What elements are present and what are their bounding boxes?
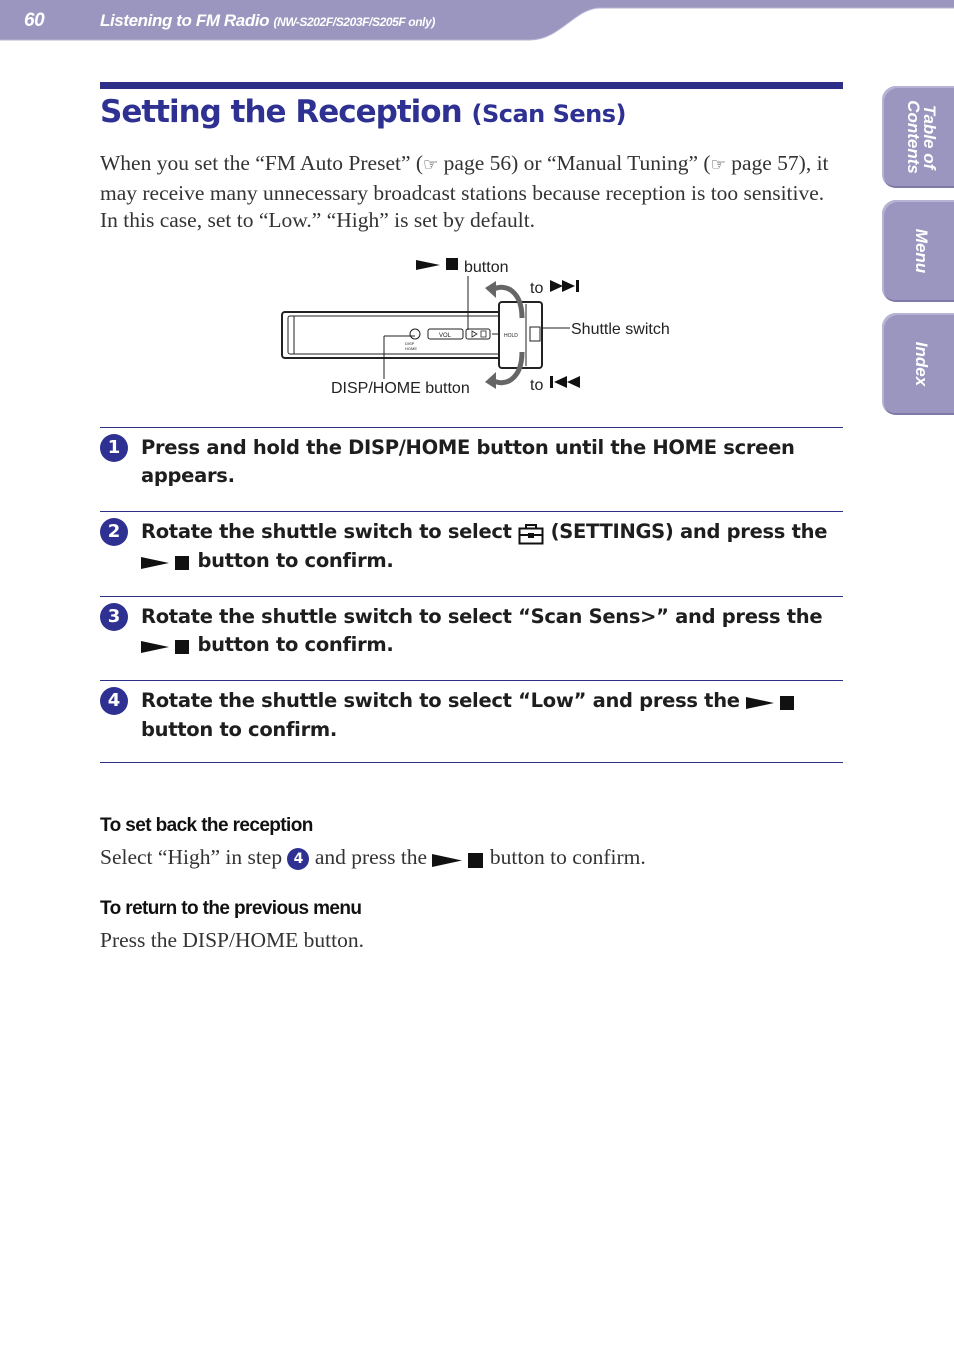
step-text-pre: Rotate the shuttle switch to select “Low” and press the	[141, 689, 740, 712]
section-subtitle: (NW-S202F/S203F/S205F only)	[273, 15, 435, 29]
play-stop-icon	[432, 846, 484, 871]
page-title	[100, 94, 626, 130]
play-stop-icon	[141, 632, 191, 660]
tab-menu[interactable]	[882, 200, 954, 302]
step-4	[100, 681, 845, 765]
set-back-heading: To set back the reception	[100, 815, 313, 836]
shuttle-switch-label: Shuttle switch	[571, 321, 670, 338]
step-divider	[100, 762, 843, 763]
settings-icon	[518, 519, 544, 547]
step-3	[100, 597, 845, 681]
intro-text-1: When you set the “FM Auto Preset” (	[100, 151, 424, 175]
step-1	[100, 428, 845, 512]
page-title-main: Setting the Reception	[100, 94, 462, 130]
step-text-post: button to confirm.	[141, 718, 338, 741]
step-text-post: button to confirm.	[197, 549, 394, 572]
step-2	[100, 512, 845, 596]
tab-index[interactable]	[882, 313, 954, 415]
step-text: Press and hold the DISP/HOME button until the HOME screen appears.	[141, 436, 795, 487]
device-hold-text: HOLD	[504, 333, 518, 339]
step-number: 3	[100, 603, 128, 631]
previous-track-icon	[550, 376, 580, 388]
return-prev-text: Press the DISP/HOME button.	[100, 928, 364, 952]
intro-paragraph	[100, 150, 845, 235]
step-text-post: button to confirm.	[197, 633, 394, 656]
play-stop-icon	[746, 688, 796, 716]
next-track-icon	[550, 280, 579, 292]
disp-home-label: DISP/HOME button	[331, 380, 470, 397]
step-text-pre: Rotate the shuttle switch to select “Scan Sens>” and press the	[141, 605, 823, 628]
step-text-pre: Rotate the shuttle switch to select	[141, 520, 512, 543]
device-vol-text: VOL	[439, 333, 452, 339]
set-back-post: button to confirm.	[489, 845, 646, 869]
set-back-pre: Select “High” in step	[100, 845, 283, 869]
player-device	[282, 302, 542, 368]
step-number: 2	[100, 518, 128, 546]
tab-table-of-contents[interactable]	[882, 86, 954, 188]
step-text	[141, 603, 845, 660]
page-title-sub: (Scan Sens)	[471, 100, 626, 128]
step-number: 4	[100, 687, 128, 715]
step-number: 1	[100, 434, 128, 462]
intro-text-3: page 57), it may receive many unnecessary broadcast stations because reception is too sensitive. In this case, set to “Low.” “High” is set by default.	[100, 151, 829, 232]
step-text	[141, 518, 845, 576]
intro-text-2: page 56) or “Manual Tuning” (	[438, 151, 711, 175]
play-stop-icon	[416, 258, 458, 270]
device-home-text: HOME	[405, 346, 417, 351]
set-back-mid: and press the	[314, 845, 428, 869]
reference-icon: ☞	[710, 155, 726, 175]
tab-table-of-contents-label: Table of Contents	[904, 100, 939, 174]
device-diagram	[270, 248, 690, 408]
device-disp-text: DISP	[405, 341, 415, 346]
title-rule	[100, 82, 843, 89]
play-button-label: button	[464, 259, 509, 276]
section-title-text: Listening to FM Radio	[100, 11, 270, 30]
reference-icon: ☞	[423, 155, 439, 175]
section-title	[100, 11, 435, 31]
tab-menu-label: Menu	[912, 228, 931, 274]
set-back-text	[100, 845, 646, 871]
step-text-mid: (SETTINGS) and press the	[550, 520, 828, 543]
step-text	[141, 687, 845, 744]
to-next-label: to	[530, 280, 544, 297]
return-prev-heading: To return to the previous menu	[100, 898, 362, 919]
page-number: 60	[24, 10, 45, 31]
to-prev-label: to	[530, 377, 544, 394]
step-ref-number: 4	[287, 848, 309, 870]
tab-index-label: Index	[912, 341, 931, 387]
play-stop-icon	[141, 548, 191, 576]
